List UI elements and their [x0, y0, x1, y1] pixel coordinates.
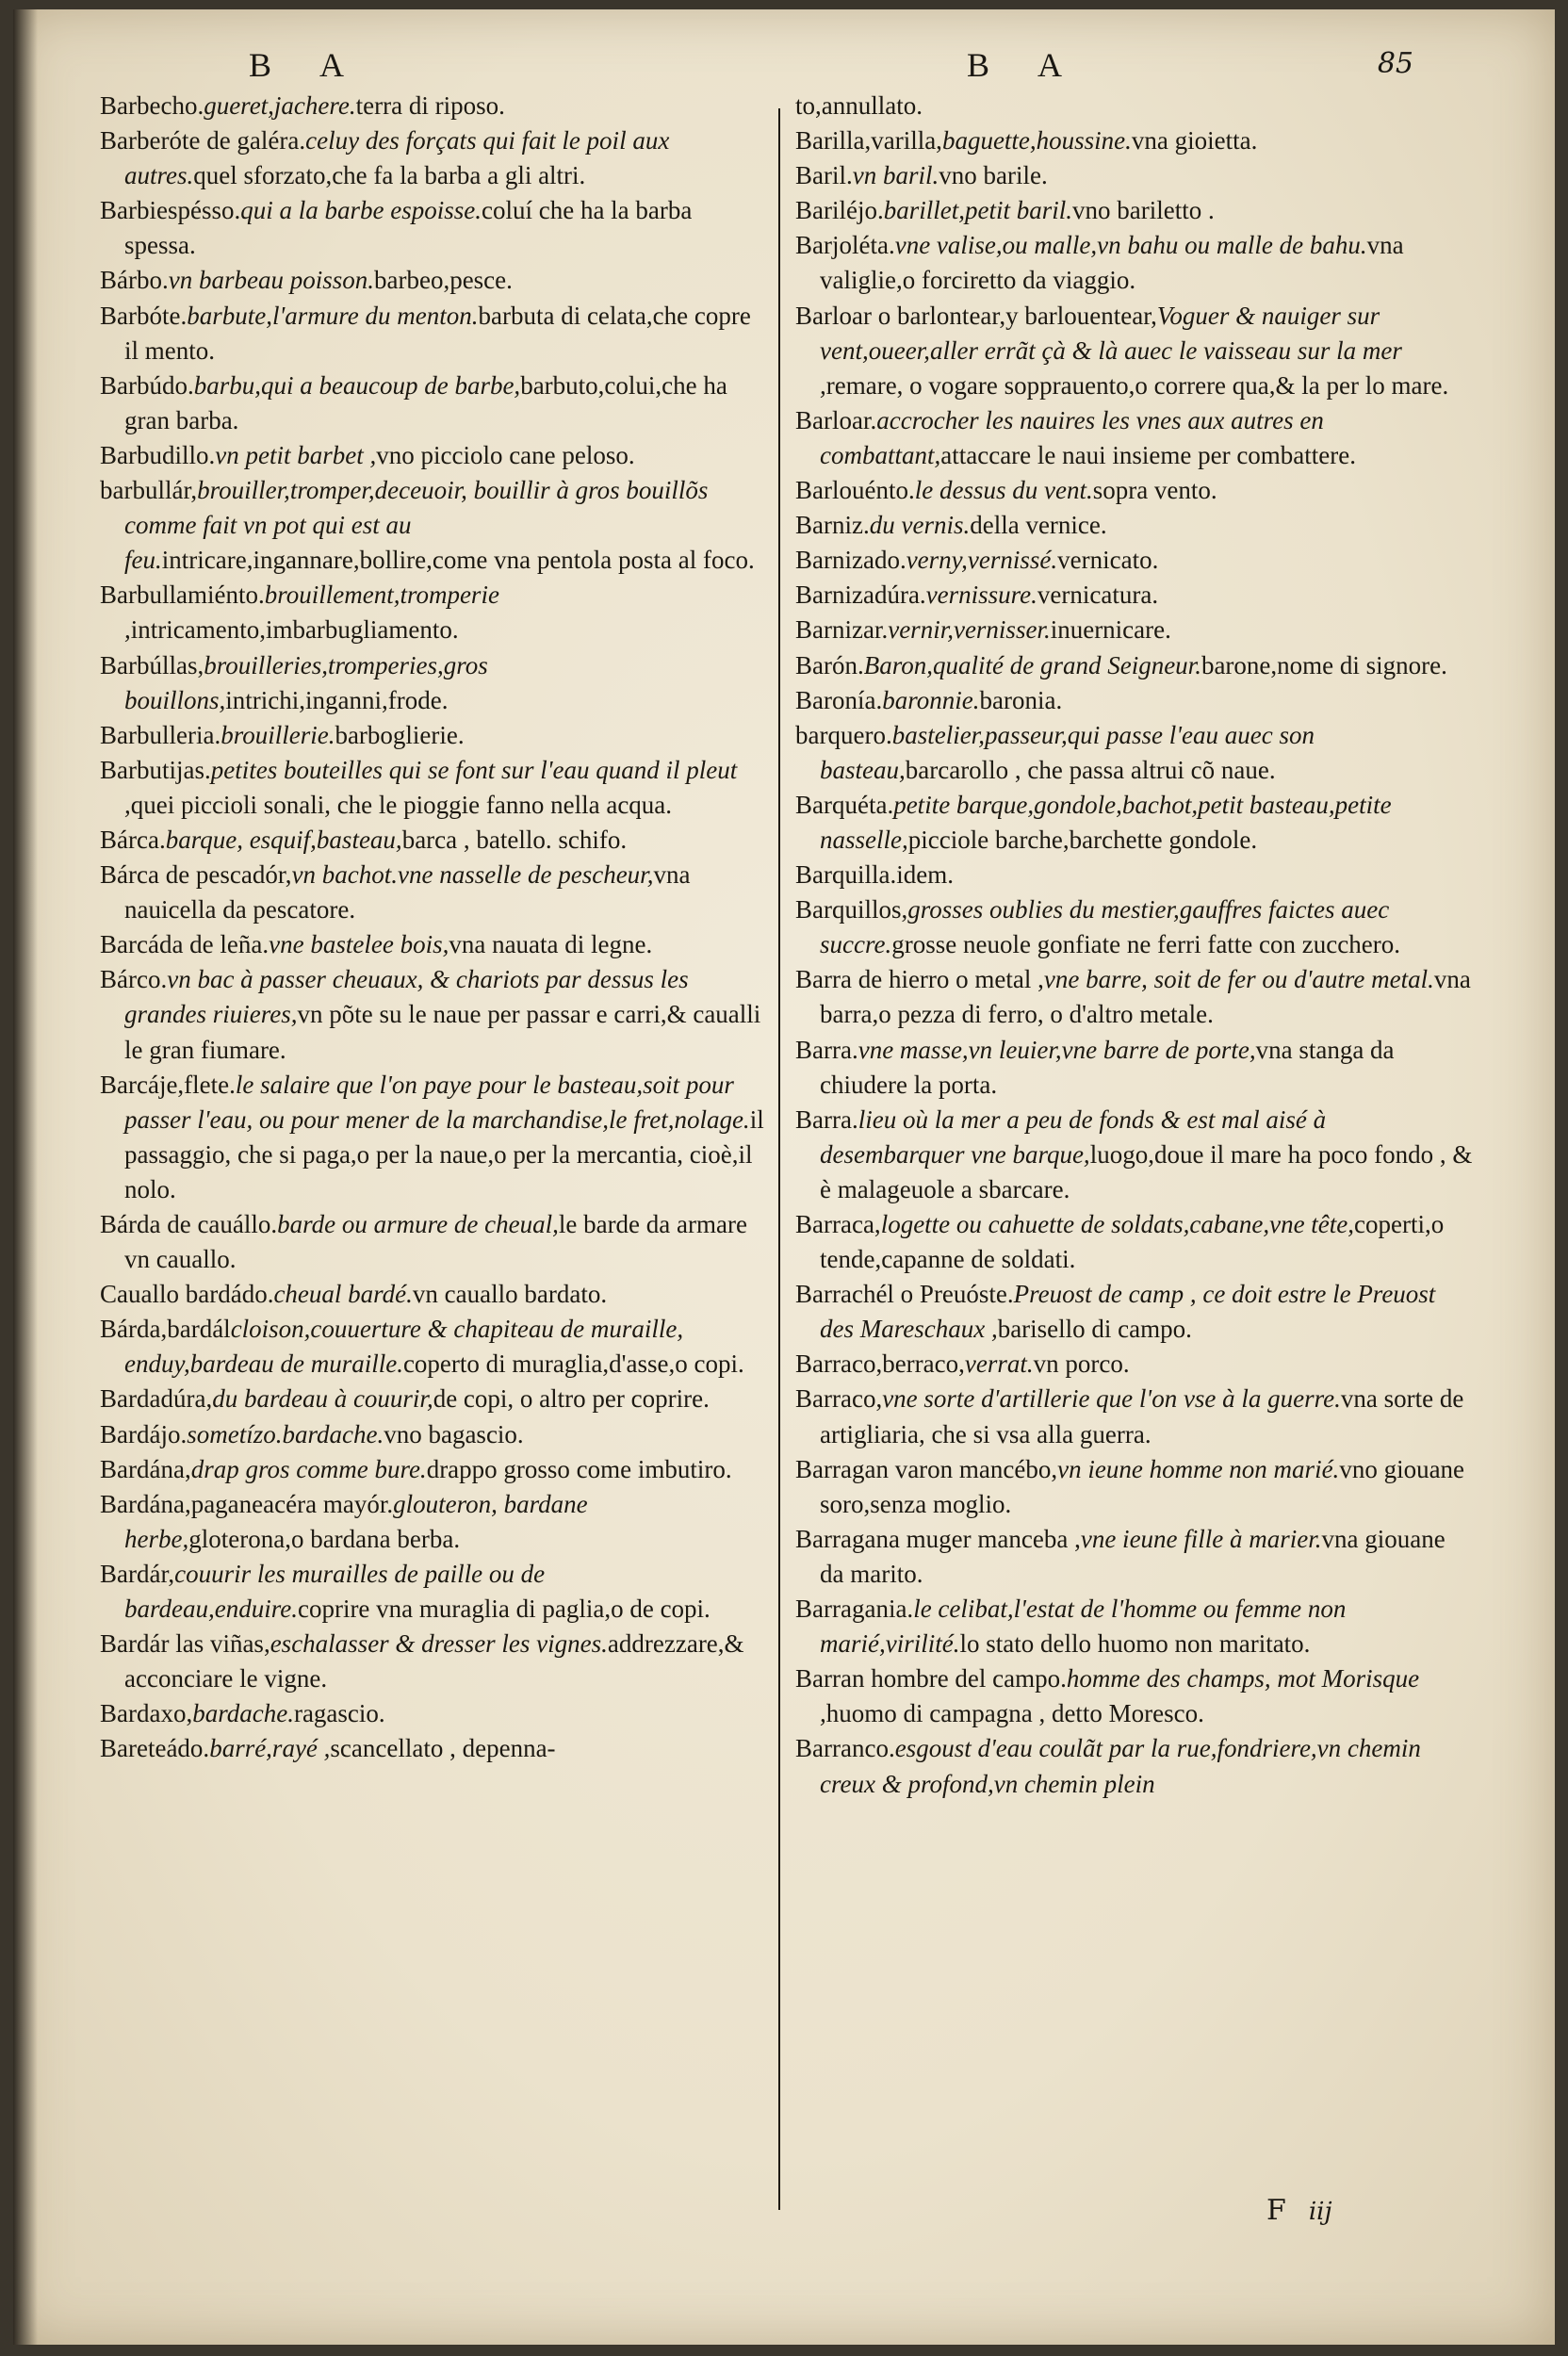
entry-italian-gloss: terra di riposo. — [355, 91, 505, 120]
entry-italian-gloss: vna sorte de artigliaria, che si vsa alla guerra. — [820, 1384, 1464, 1448]
dictionary-entry — [795, 648, 1474, 683]
entry-headword: Barbudillo. — [100, 440, 216, 469]
entry-italian-gloss: to,annullato. — [795, 91, 923, 120]
dictionary-entry — [795, 962, 1474, 1032]
entry-french-gloss: sometízo.bardache. — [187, 1419, 384, 1448]
entry-italian-gloss: vno barile. — [939, 161, 1048, 190]
entry-headword: Barlouénto. — [795, 476, 915, 505]
entry-headword: Barbúllas, — [100, 650, 204, 679]
entry-headword: Barcáda de leña. — [100, 930, 270, 959]
right-column — [795, 89, 1474, 1802]
entry-headword: Barbutijas. — [100, 755, 211, 784]
entry-french-gloss: couurir les murailles de paille ou de bardeau,enduire. — [124, 1559, 546, 1624]
entry-italian-gloss: intricamento,imbarbugliamento. — [130, 615, 459, 645]
entry-french-gloss: barbute,l'armure du menton. — [187, 301, 479, 330]
dictionary-entry — [795, 718, 1474, 788]
dictionary-entry — [795, 403, 1474, 473]
entry-french-gloss: vne masse,vn leuier,vne barre de porte, — [858, 1035, 1256, 1064]
entry-french-gloss: petite barque,gondole,bachot,petit basteau,petite nasselle, — [820, 790, 1392, 854]
entry-french-gloss: Voguer & nauiger sur vent,oueer,aller errãt çà & là auec le vaisseau sur la mer , — [820, 301, 1402, 400]
entry-italian-gloss: vna barra,o pezza di ferro, o d'altro metale. — [820, 965, 1471, 1029]
dictionary-entry — [100, 1731, 769, 1766]
entry-italian-gloss: le barde da armare vn cauallo. — [124, 1210, 747, 1274]
entry-italian-gloss: coluí che ha la barba spessa. — [124, 196, 693, 260]
entry-italian-gloss: sopra vento. — [1092, 476, 1217, 505]
dictionary-entry — [100, 1207, 769, 1277]
dictionary-entry — [100, 299, 769, 368]
entry-italian-gloss: barbuto,colui,che ha gran barba. — [124, 370, 727, 434]
entry-headword: Barón. — [795, 650, 864, 679]
dictionary-entry — [795, 543, 1474, 578]
entry-headword: Barbúdo. — [100, 370, 194, 400]
entry-headword: Barbecho. — [100, 91, 204, 120]
entry-headword: Barbullamiénto. — [100, 581, 265, 610]
entry-french-gloss: eschalasser & dresser les vignes. — [270, 1629, 608, 1659]
entry-headword: Barragana muger manceba , — [795, 1524, 1081, 1553]
entry-italian-gloss: barcarollo , che passa altrui cõ naue. — [905, 755, 1276, 784]
dictionary-entry — [100, 1312, 769, 1382]
dictionary-entry — [100, 1417, 769, 1452]
dictionary-entry — [100, 438, 769, 473]
entry-italian-gloss: vn cauallo bardato. — [412, 1280, 608, 1309]
entry-french-gloss: vn baril. — [852, 161, 939, 190]
entry-italian-gloss: barboglierie. — [335, 720, 465, 749]
dictionary-entry — [795, 1522, 1474, 1592]
entry-headword: Barloar. — [795, 405, 877, 434]
entry-italian-gloss: vernicatura. — [1037, 581, 1159, 610]
entry-italian-gloss: de copi, o altro per coprire. — [433, 1384, 710, 1414]
entry-french-gloss: qui a la barbe espoisse. — [240, 196, 482, 225]
dictionary-entry — [100, 1627, 769, 1696]
entry-french-gloss: brouilleries,tromperies,gros bouillons, — [124, 650, 488, 714]
entry-italian-gloss: grosse neuole gonfiate ne ferri fatte con zucchero. — [891, 930, 1400, 959]
left-column — [100, 89, 769, 1767]
entry-headword: Barragan varon mancébo, — [795, 1454, 1058, 1483]
entry-french-gloss: baronnie. — [882, 685, 980, 714]
entry-french-gloss: le dessus du vent. — [914, 476, 1093, 505]
entry-headword: Barranco. — [795, 1734, 895, 1763]
dictionary-entry — [795, 473, 1474, 508]
entry-headword: Barbulleria. — [100, 720, 221, 749]
dictionary-entry — [100, 123, 769, 193]
entry-french-gloss: vne barre, soit de fer ou d'autre metal. — [1043, 965, 1434, 994]
dictionary-entry — [795, 1661, 1474, 1731]
entry-italian-gloss: barbeo,pesce. — [373, 266, 513, 295]
entry-french-gloss: esgoust d'eau coulãt par la rue,fondriere,vn chemin creux & profond,vn chemin plein — [820, 1734, 1421, 1798]
entry-italian-gloss: barisello di campo. — [997, 1315, 1192, 1344]
entry-french-gloss: drap gros comme bure. — [190, 1454, 427, 1483]
entry-headword: Barcáje,flete. — [100, 1070, 236, 1099]
entry-italian-gloss: attaccare le naui insieme per combattere. — [940, 440, 1357, 469]
book-page — [13, 9, 1555, 2345]
dictionary-entry — [795, 89, 1474, 123]
entry-italian-gloss: barbuta di celata,che copre il mento. — [124, 301, 751, 365]
dictionary-entry — [795, 228, 1474, 298]
entry-headword: Barnizar. — [795, 615, 889, 645]
entry-headword: Bárbo. — [100, 266, 169, 295]
dictionary-entry — [795, 858, 1474, 892]
entry-italian-gloss: lo stato dello huomo non maritato. — [959, 1629, 1311, 1659]
entry-italian-gloss: drappo grosso come imbutiro. — [426, 1454, 732, 1483]
entry-headword: Barran hombre del campo. — [795, 1664, 1067, 1693]
dictionary-entry — [100, 263, 769, 298]
entry-italian-gloss: vno picciolo cane peloso. — [376, 440, 635, 469]
entry-italian-gloss: vn põte su le naue per passar e carri,& caualli le gran fiumare. — [124, 1000, 761, 1064]
dictionary-entry — [100, 368, 769, 438]
signature-mark — [1266, 2194, 1332, 2227]
dictionary-entry — [795, 1592, 1474, 1661]
entry-italian-gloss: vna giouane da marito. — [820, 1524, 1446, 1588]
entry-headword: Barniz. — [795, 511, 870, 540]
entry-french-gloss: bastelier,passeur,qui passe l'eau auec son basteau, — [820, 720, 1315, 784]
entry-french-gloss: vn petit barbet , — [215, 440, 377, 469]
entry-italian-gloss: huomo di campagna , detto Moresco. — [825, 1699, 1204, 1728]
entry-headword: Barrachél o Preuóste. — [795, 1280, 1014, 1309]
entry-headword: Cauallo bardádo. — [100, 1280, 274, 1309]
folio-number: 85 — [1377, 47, 1413, 80]
entry-italian-gloss: vna stanga da chiudere la porta. — [820, 1035, 1395, 1099]
dictionary-entry — [100, 193, 769, 263]
entry-italian-gloss: addrezzare,& acconciare le vigne. — [124, 1629, 744, 1693]
entry-headword: Barloar o barlontear,y barlouentear, — [795, 301, 1157, 330]
entry-headword: Bardájo. — [100, 1419, 188, 1448]
entry-headword: Bardaxo, — [100, 1699, 193, 1728]
entry-french-gloss: vn barbeau poisson. — [168, 266, 374, 295]
dictionary-entry — [795, 1347, 1474, 1382]
dictionary-entry — [795, 1452, 1474, 1522]
entry-french-gloss: Preuost de camp , ce doit estre le Preuost des Mareschaux , — [820, 1280, 1436, 1344]
dictionary-entry — [100, 89, 769, 123]
entry-italian-gloss: idem. — [896, 860, 954, 890]
entry-italian-gloss: barca , batello. schifo. — [401, 825, 628, 854]
dictionary-entry — [795, 508, 1474, 543]
entry-french-gloss: homme des champs, mot Morisque , — [820, 1664, 1420, 1728]
dictionary-entry — [795, 158, 1474, 193]
dictionary-entry — [100, 927, 769, 962]
dictionary-entry — [100, 718, 769, 753]
entry-french-gloss: petites bouteilles qui se font sur l'eau quand il pleut , — [124, 755, 738, 819]
entry-italian-gloss: il passaggio, che si paga,o per la naue,o per la mercantia, cioè,il nolo. — [124, 1104, 764, 1203]
entry-italian-gloss: vna nauata di legne. — [449, 930, 653, 959]
entry-headword: Barra. — [795, 1104, 858, 1134]
entry-french-gloss: verrat. — [964, 1350, 1034, 1379]
entry-headword: Bardár las viñas, — [100, 1629, 270, 1659]
entry-italian-gloss: barone,nome di signore. — [1200, 650, 1447, 679]
dictionary-entry — [795, 123, 1474, 158]
right-running-head: B A — [967, 46, 1084, 84]
entry-headword: Baronía. — [795, 685, 883, 714]
dictionary-entry — [795, 578, 1474, 613]
entry-headword: Barra de hierro o metal , — [795, 965, 1044, 994]
entry-headword: Barraco, — [795, 1384, 883, 1414]
entry-french-gloss: cheual bardé. — [273, 1280, 413, 1309]
entry-headword: Bárco. — [100, 965, 168, 994]
dictionary-entry — [795, 1277, 1474, 1347]
entry-headword: Barbóte. — [100, 301, 188, 330]
entry-italian-gloss: luogo,doue il mare ha poco fondo , & è malageuole a sbarcare. — [820, 1139, 1473, 1203]
entry-french-gloss: vne valise,ou malle,vn bahu ou malle de bahu. — [894, 231, 1367, 260]
entry-french-gloss: brouillement,tromperie , — [124, 581, 499, 645]
entry-french-gloss: du vernis. — [869, 511, 971, 540]
entry-headword: Bardána,paganeacéra mayór. — [100, 1489, 394, 1518]
entry-french-gloss: celuy des forçats qui fait le poil aux autres. — [124, 126, 670, 190]
entry-headword: Bardár, — [100, 1559, 175, 1588]
entry-italian-gloss: coprire vna muraglia di paglia,o de copi. — [297, 1595, 710, 1624]
dictionary-entry — [795, 193, 1474, 228]
entry-headword: Bareteádo. — [100, 1734, 210, 1763]
dictionary-entry — [100, 823, 769, 858]
entry-italian-gloss: vna nauicella da pescatore. — [124, 860, 691, 924]
entry-french-gloss: le celibat,l'estat de l'homme ou femme non marié,virilité. — [820, 1595, 1347, 1659]
entry-headword: barquero. — [795, 720, 892, 749]
entry-french-gloss: barque, esquif,basteau, — [165, 825, 402, 854]
entry-headword: Barbiespésso. — [100, 196, 241, 225]
entry-headword: Barra. — [795, 1035, 858, 1064]
entry-french-gloss: lieu où la mer a peu de fonds & est mal aisé à desembarquer vne barque, — [820, 1104, 1327, 1169]
entry-french-gloss: vn ieune homme non marié. — [1057, 1454, 1340, 1483]
dictionary-entry — [795, 1207, 1474, 1277]
dictionary-entry — [100, 1557, 769, 1627]
entry-headword: Barjoléta. — [795, 231, 895, 260]
entry-headword: Barilla,varilla, — [795, 126, 942, 155]
column-divider — [778, 108, 780, 2210]
entry-headword: Bardána, — [100, 1454, 191, 1483]
page-spine-shadow — [13, 9, 38, 2345]
entry-french-gloss: vernir,vernisser. — [888, 615, 1051, 645]
dictionary-entry — [100, 473, 769, 578]
entry-italian-gloss: quel sforzato,che fa la barba a gli altri. — [193, 161, 586, 190]
entry-headword: Bariléjo. — [795, 196, 884, 225]
entry-french-gloss: gueret,jachere. — [204, 91, 356, 120]
dictionary-entry — [795, 613, 1474, 647]
entry-french-gloss: vn bac à passer cheuaux, & chariots par dessus les grandes riuieres, — [124, 965, 689, 1029]
entry-italian-gloss: scancellato , depenna- — [330, 1734, 556, 1763]
entry-french-gloss: barbu,qui a beaucoup de barbe, — [193, 370, 521, 400]
dictionary-entry — [795, 1731, 1474, 1801]
entry-italian-gloss: remare, o vogare sopprauento,o correre qua,& la per lo mare. — [825, 370, 1449, 400]
entry-italian-gloss: coperto di muraglia,d'asse,o copi. — [402, 1350, 744, 1379]
entry-headword: Bárda,bardál — [100, 1315, 231, 1344]
entry-headword: Bárda de cauállo. — [100, 1210, 278, 1238]
entry-italian-gloss: vn porco. — [1033, 1350, 1130, 1379]
dictionary-entry — [100, 1277, 769, 1312]
dictionary-entry — [100, 858, 769, 927]
entry-italian-gloss: quei piccioli sonali, che le pioggie fanno nella acqua. — [130, 790, 673, 819]
entry-italian-gloss: intrichi,inganni,frode. — [225, 685, 449, 714]
dictionary-entry — [795, 1382, 1474, 1451]
entry-headword: Barquéta. — [795, 790, 894, 819]
entry-italian-gloss: inuernicare. — [1050, 615, 1171, 645]
dictionary-entry — [100, 1487, 769, 1557]
dictionary-entry — [795, 1033, 1474, 1103]
entry-headword: Barnizado. — [795, 546, 906, 575]
dictionary-entry — [100, 578, 769, 647]
entry-french-gloss: le salaire que l'on paye pour le basteau,soit pour passer l'eau, ou pour mener de la marchandise,le fret,nolage. — [124, 1070, 750, 1134]
left-running-head: B A — [249, 46, 366, 84]
entry-italian-gloss: vno giouane soro,senza moglio. — [820, 1454, 1465, 1518]
signature-letter: F — [1266, 2194, 1286, 2227]
entry-italian-gloss: coperti,o tende,capanne de soldati. — [820, 1210, 1445, 1274]
entry-french-gloss: accrocher les nauires les vnes aux autres en combattant, — [820, 405, 1324, 469]
entry-italian-gloss: vno bagascio. — [384, 1419, 524, 1448]
dictionary-entry — [100, 753, 769, 823]
entry-french-gloss: logette ou cahuette de soldats,cabane,vne tête, — [880, 1210, 1355, 1238]
entry-italian-gloss: intricare,ingannare,bollire,come vna pentola posta al foco. — [161, 546, 755, 575]
entry-headword: Baril. — [795, 161, 853, 190]
entry-headword: Barquilla. — [795, 860, 897, 890]
entry-french-gloss: barillet,petit baril. — [883, 196, 1072, 225]
entry-french-gloss: grosses oublies du mestier,gauffres faictes auec succre. — [820, 895, 1390, 959]
entry-headword: Barnizadúra. — [795, 581, 926, 610]
entry-headword: barbullár, — [100, 476, 198, 505]
entry-italian-gloss: vernicato. — [1057, 546, 1159, 575]
dictionary-entry — [795, 1103, 1474, 1207]
entry-headword: Bárca. — [100, 825, 166, 854]
entry-headword: Bardadúra, — [100, 1384, 213, 1414]
entry-headword: Barragania. — [795, 1595, 914, 1624]
entry-headword: Barquillos, — [795, 895, 908, 924]
entry-headword: Barraca, — [795, 1210, 881, 1238]
dictionary-entry — [100, 1696, 769, 1731]
entry-headword: Bárca de pescadór, — [100, 860, 292, 890]
entry-french-gloss: bardache. — [192, 1699, 294, 1728]
entry-french-gloss: glouteron, bardane herbe, — [124, 1489, 588, 1553]
entry-french-gloss: barde ou armure de cheual, — [277, 1210, 559, 1238]
dictionary-entry — [100, 648, 769, 718]
entry-french-gloss: verny,vernissé. — [906, 546, 1058, 575]
entry-italian-gloss: gloterona,o bardana berba. — [188, 1524, 461, 1553]
entry-headword: Barraco,berraco, — [795, 1350, 965, 1379]
entry-french-gloss: baguette,houssine. — [941, 126, 1132, 155]
dictionary-entry — [795, 299, 1474, 403]
entry-italian-gloss: vna valiglie,o forciretto da viaggio. — [820, 231, 1404, 295]
dictionary-entry — [100, 1382, 769, 1416]
entry-italian-gloss: vna gioietta. — [1131, 126, 1258, 155]
entry-headword: Barberóte de galéra. — [100, 126, 306, 155]
dictionary-entry — [100, 962, 769, 1067]
entry-french-gloss: barré,rayé , — [209, 1734, 331, 1763]
dictionary-entry — [100, 1068, 769, 1207]
entry-french-gloss: vne sorte d'artillerie que l'on vse à la guerre. — [882, 1384, 1341, 1414]
dictionary-entry — [795, 892, 1474, 962]
signature-subnumber: iij — [1308, 2198, 1332, 2226]
dictionary-entry — [795, 683, 1474, 718]
dictionary-entry — [795, 788, 1474, 858]
entry-italian-gloss: picciole barche,barchette gondole. — [907, 825, 1258, 854]
entry-french-gloss: Baron,qualité de grand Seigneur. — [863, 650, 1201, 679]
dictionary-entry — [100, 1452, 769, 1487]
entry-french-gloss: vernissure. — [925, 581, 1037, 610]
entry-french-gloss: brouillerie. — [220, 720, 335, 749]
entry-french-gloss: vn bachot.vne nasselle de pescheur, — [291, 860, 654, 890]
entry-french-gloss: brouiller,tromper,deceuoir, bouillir à gros bouillõs comme fait vn pot qui est au feu. — [124, 476, 709, 575]
entry-french-gloss: vne bastelee bois, — [269, 930, 449, 959]
entry-italian-gloss: della vernice. — [970, 511, 1107, 540]
entry-italian-gloss: ragascio. — [293, 1699, 385, 1728]
entry-french-gloss: vne ieune fille à marier. — [1080, 1524, 1322, 1553]
entry-french-gloss: cloison,couuerture & chapiteau de muraille, enduy,bardeau de muraille. — [124, 1315, 684, 1379]
entry-french-gloss: du bardeau à couurir, — [212, 1384, 433, 1414]
entry-italian-gloss: vno bariletto . — [1071, 196, 1215, 225]
entry-italian-gloss: baronia. — [979, 685, 1063, 714]
